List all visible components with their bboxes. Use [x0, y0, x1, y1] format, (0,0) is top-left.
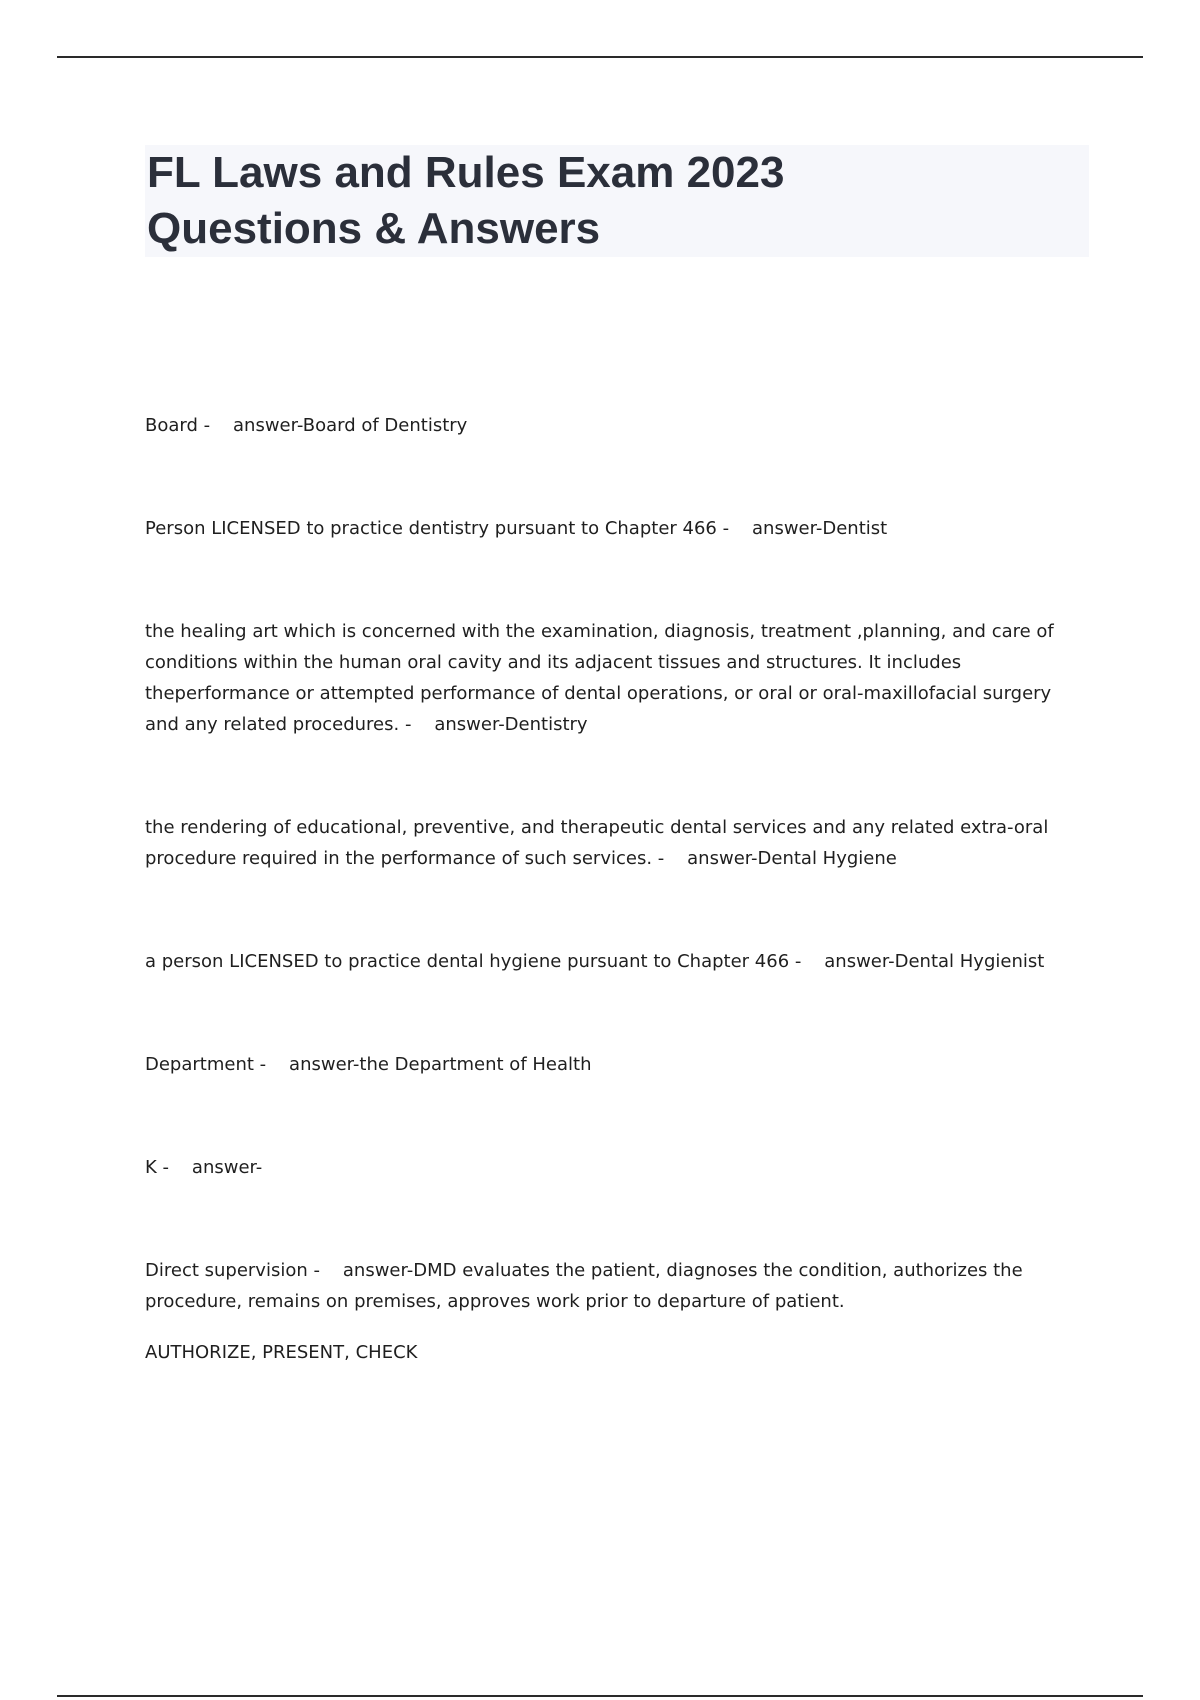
question-text: the rendering of educational, preventive, and therapeutic dental services and any related extra-oral procedure required in the performance of such services.: [145, 817, 1049, 869]
separator: -: [197, 415, 234, 436]
separator: -: [307, 1260, 343, 1281]
question-text: Department: [145, 1054, 254, 1075]
qa-item-dental-hygienist: [145, 946, 1065, 977]
title-line-2: Questions & Answers: [147, 204, 601, 253]
qa-item-dental-hygiene: [145, 812, 1065, 874]
question-text: the healing art which is concerned with the examination, diagnosis, treatment ,planning, and care of conditions within the human oral cavity and its adjacent tissues and structures. It includes theperformance or attempted performance of dental operations, or oral or oral-maxillofacial surgery and any related procedures.: [145, 621, 1054, 735]
answer-text: answer-DMD evaluates the patient, diagnoses the condition, authorizes the procedure, remains on premises, approves work prior to departure of patient.: [145, 1260, 1023, 1312]
separator: -: [399, 714, 435, 735]
title-banner: [145, 145, 1089, 257]
answer-text: answer-: [191, 1157, 263, 1178]
qa-item-k: [145, 1152, 1065, 1183]
qa-item-dentistry: [145, 616, 1065, 740]
answer-text: answer-Dental Hygiene: [687, 848, 897, 869]
question-text: Person LICENSED to practice dentistry pursuant to Chapter 466: [145, 518, 717, 539]
separator: -: [156, 1157, 192, 1178]
answer-text: answer-Board of Dentistry: [233, 415, 468, 436]
qa-item-dentist: [145, 513, 1065, 544]
document-title: [145, 145, 1089, 257]
answer-text: answer-the Department of Health: [289, 1054, 592, 1075]
title-line-1: FL Laws and Rules Exam 2023: [147, 148, 785, 197]
bottom-rule: [57, 1695, 1143, 1697]
answer-text: answer-Dentist: [752, 518, 888, 539]
answer-text: answer-Dental Hygienist: [824, 951, 1045, 972]
question-text: Board: [145, 415, 198, 436]
qa-item-board: [145, 410, 1065, 441]
separator: -: [789, 951, 825, 972]
separator: -: [652, 848, 688, 869]
mnemonic-note: AUTHORIZE, PRESENT, CHECK: [145, 1342, 418, 1363]
question-text: a person LICENSED to practice dental hygiene pursuant to Chapter 466: [145, 951, 790, 972]
question-text: K: [145, 1157, 157, 1178]
separator: -: [716, 518, 752, 539]
separator: -: [253, 1054, 290, 1075]
qa-item-direct-supervision: [145, 1255, 1065, 1317]
qa-item-department: [145, 1049, 1065, 1080]
answer-text: answer-Dentistry: [434, 714, 588, 735]
question-text: Direct supervision: [145, 1260, 308, 1281]
top-rule: [57, 56, 1143, 58]
